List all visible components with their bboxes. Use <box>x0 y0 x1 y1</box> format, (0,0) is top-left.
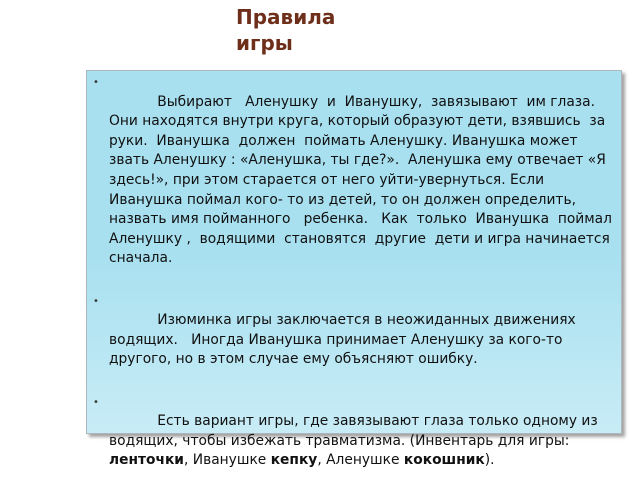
bullet-icon: • <box>93 393 99 413</box>
rule-text: , Аленушке <box>317 452 404 468</box>
rule-text: Выбирают Аленушку и Иванушку, завязывают им глаза. Они находятся внутри круга, который образуют дети, взявшись за руки. Иванушка должен поймать Аленушку. Иванушка может звать Аленушку : «Аленушка, ты где?». Аленушка ему отвечает «Я здесь!», при этом старается от него уйти-увернуться. Если Иванушка поймал кого- то из детей, то он должен определить, назвать имя пойманного ребенка. Как только Иванушка поймал Аленушку , водящими становятся другие дети и игра начинается сначала. <box>109 94 616 267</box>
rule-text: ). <box>485 452 495 468</box>
rule-text: Изюминка игры заключается в неожиданных движениях водящих. Иногда Иванушка принимает Аленушку за кого-то другого, но в этом случае ему объясняют ошибку. <box>109 312 580 367</box>
list-item <box>93 393 613 490</box>
rule-text: , Иванушке <box>184 452 271 468</box>
slide-title: Правила игры <box>236 4 436 56</box>
bullet-icon: • <box>93 73 99 93</box>
bullet-icon: • <box>93 292 99 312</box>
equipment-ribbons: ленточки <box>109 452 184 468</box>
equipment-cap: кепку <box>271 452 318 468</box>
equipment-kokoshnik: кокошник <box>404 452 485 468</box>
list-item <box>93 73 613 289</box>
rule-text: Есть вариант игры, где завязывают глаза только одному из водящих, чтобы избежать травматизма. (Инвентарь для игры: <box>109 413 602 449</box>
rules-content-box <box>86 70 622 434</box>
list-item <box>93 292 613 390</box>
rules-list <box>93 73 613 490</box>
